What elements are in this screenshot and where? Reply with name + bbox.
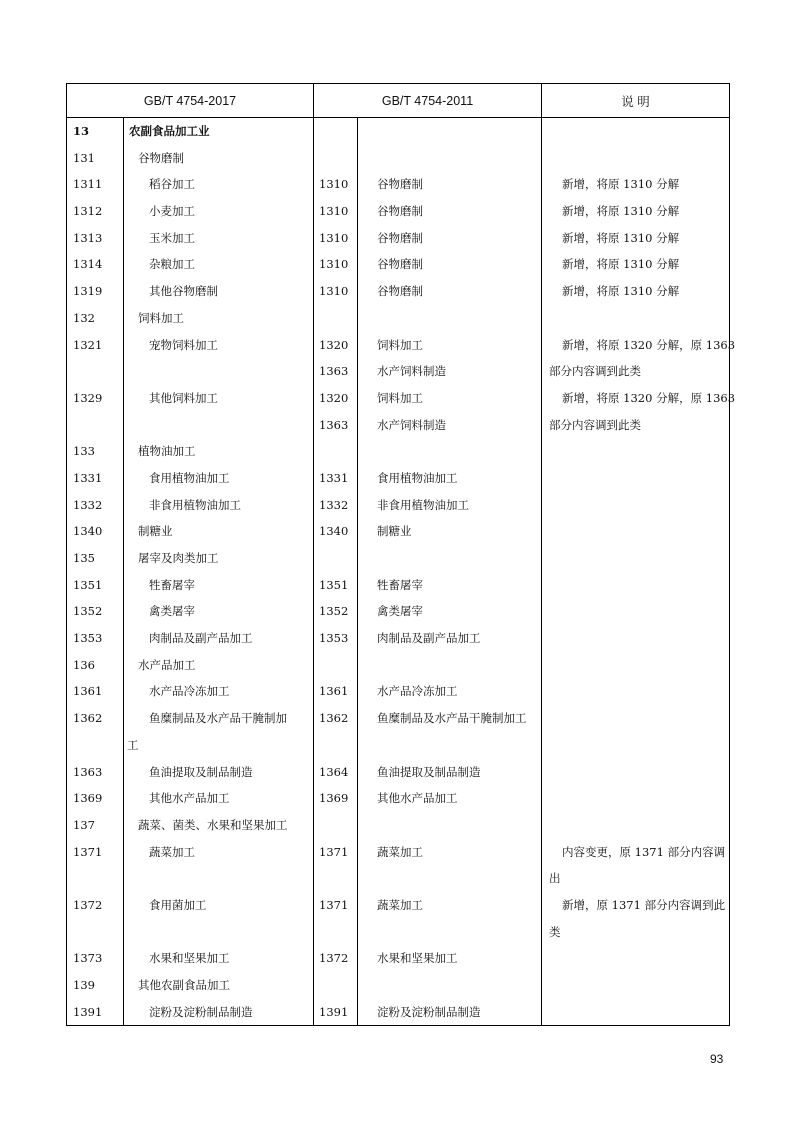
code-2017: 13: [73, 124, 90, 138]
name-2011: [358, 118, 541, 145]
name-2017: 稻谷加工: [149, 177, 195, 192]
column-codes-2011: [314, 118, 358, 1026]
name-2011: 鱼糜制品及水产品干腌制加工: [377, 711, 527, 726]
name-2011: [358, 145, 541, 172]
note: [542, 678, 729, 705]
code-2017: 1311: [73, 177, 103, 192]
note: 新增，将原 1310 分解: [562, 257, 680, 272]
code-2011: 1310: [319, 257, 349, 272]
name-2011: [358, 732, 541, 759]
note: [542, 945, 729, 972]
code-2011: 1320: [319, 390, 349, 405]
name-2017: 其他谷物磨制: [149, 284, 218, 299]
code-2017: 1363: [73, 764, 103, 779]
name-2017: 水产品冷冻加工: [149, 684, 230, 699]
code-2017: [67, 732, 123, 759]
note-continuation: 出: [549, 871, 561, 886]
name-2011: [358, 545, 541, 572]
name-2011: 谷物磨制: [377, 284, 424, 299]
code-2017: 1312: [73, 204, 103, 219]
note: [542, 598, 729, 625]
name-2011: 制糖业: [377, 524, 412, 539]
name-2017: 蔬菜加工: [149, 844, 195, 859]
name-2017: [124, 358, 313, 385]
code-2017: [67, 865, 123, 892]
name-2011: 非食用植物油加工: [377, 497, 470, 512]
code-2017: [67, 358, 123, 385]
code-2011: 1310: [319, 230, 349, 245]
code-2017: 1353: [73, 631, 103, 646]
note: 新增，将原 1310 分解: [562, 230, 680, 245]
name-2011: [358, 652, 541, 679]
code-2011: [314, 732, 357, 759]
note: [542, 572, 729, 599]
note: [542, 759, 729, 786]
column-codes-2017: [67, 118, 124, 1026]
name-2017: 淀粉及淀粉制品制造: [149, 1004, 253, 1019]
name-2017: 非食用植物油加工: [149, 497, 241, 512]
name-2017: [124, 865, 313, 892]
name-2017: 制糖业: [138, 524, 173, 539]
name-2017: 玉米加工: [149, 230, 195, 245]
table-header-row: [67, 84, 730, 118]
code-2017: 1331: [73, 470, 103, 485]
name-2017: 杂粮加工: [149, 257, 195, 272]
name-2017: 屠宰及肉类加工: [138, 551, 219, 565]
code-2011: [314, 118, 357, 145]
code-2011: 1353: [319, 631, 349, 646]
name-2011: [358, 438, 541, 465]
classification-comparison-table: [66, 83, 736, 1026]
note: [542, 438, 729, 465]
note: [542, 705, 729, 732]
code-2011: 1363: [319, 417, 349, 432]
code-2011: 1310: [319, 284, 349, 299]
name-2017: 水产品加工: [138, 657, 196, 672]
code-2011: 1340: [319, 524, 349, 539]
name-2017: 植物油加工: [138, 444, 196, 459]
name-2011: 水产品冷冻加工: [377, 684, 458, 699]
name-2017: 宠物饲料加工: [149, 337, 218, 352]
name-2017: 其他农副食品加工: [138, 978, 230, 992]
name-2017: 饲料加工: [138, 310, 184, 325]
note: [542, 145, 729, 172]
code-2017: 1362: [73, 711, 103, 726]
code-2017: 1321: [73, 337, 103, 352]
code-2017: 1371: [73, 844, 103, 859]
code-2011: [314, 305, 357, 332]
note: 新增，将原 1310 分解: [562, 204, 680, 219]
note: [542, 518, 729, 545]
name-2017: 食用植物油加工: [149, 470, 230, 485]
note: [542, 999, 729, 1026]
name-2011: [358, 812, 541, 839]
code-2011: 1391: [319, 1004, 349, 1019]
name-2011: 淀粉及淀粉制品制造: [377, 1004, 481, 1019]
code-2017: 1313: [73, 230, 103, 245]
note: 内容变更，原 1371 部分内容调: [562, 844, 726, 859]
code-2011: 1372: [319, 951, 349, 966]
name-2011: 谷物磨制: [377, 230, 424, 245]
name-2011: [358, 972, 541, 999]
code-2017: 1361: [73, 684, 103, 699]
code-2011: 1351: [319, 577, 349, 592]
header-notes: 说 明: [542, 84, 730, 118]
name-2017-continuation: 工: [127, 737, 139, 752]
code-2017: 1369: [73, 791, 103, 806]
code-2017: 1351: [73, 577, 103, 592]
name-2011: [358, 865, 541, 892]
code-2011: 1371: [319, 897, 349, 912]
note: [542, 625, 729, 652]
note-continuation: 类: [549, 924, 561, 939]
note: 新增，原 1371 部分内容调到此: [562, 897, 726, 912]
code-2011: [314, 865, 357, 892]
code-2011: [314, 812, 357, 839]
table-body-row: [67, 118, 730, 1026]
code-2011: 1361: [319, 684, 349, 699]
code-2017: 1329: [73, 390, 103, 405]
code-2017: [67, 412, 123, 439]
code-2011: 1310: [319, 204, 349, 219]
header-gbt-2017: GB/T 4754-2017: [67, 84, 314, 118]
note: [542, 492, 729, 519]
code-2011: 1310: [319, 177, 349, 192]
note: 新增，将原 1310 分解: [562, 284, 680, 299]
code-2017: 1372: [73, 897, 103, 912]
name-2011: 牲畜屠宰: [377, 577, 424, 592]
code-2017: 135: [73, 551, 95, 565]
code-2017: 139: [73, 978, 95, 992]
name-2017: 谷物磨制: [138, 150, 184, 165]
name-2011: 其他水产品加工: [377, 791, 458, 806]
name-2011: [358, 305, 541, 332]
code-2017: 1319: [73, 284, 103, 299]
code-2017: 1391: [73, 1004, 103, 1019]
note: [542, 652, 729, 679]
header-gbt-2011: GB/T 4754-2011: [314, 84, 542, 118]
note: 新增，将原 1310 分解: [562, 177, 680, 192]
code-2011: [314, 972, 357, 999]
code-2011: 1332: [319, 497, 349, 512]
code-2017: 133: [73, 444, 95, 459]
code-2011: 1371: [319, 844, 349, 859]
note: [542, 972, 729, 999]
name-2017: 鱼油提取及制品制造: [149, 764, 253, 779]
code-2011: [314, 545, 357, 572]
code-2017: 1314: [73, 257, 103, 272]
note: [542, 118, 729, 145]
name-2017: 食用菌加工: [149, 897, 207, 912]
code-2017: 1340: [73, 524, 103, 539]
note: 新增，将原 1320 分解，原 1363: [562, 337, 736, 352]
note: 新增，将原 1320 分解，原 1363: [562, 390, 736, 405]
name-2011: 谷物磨制: [377, 204, 424, 219]
name-2011: 水果和坚果加工: [377, 951, 458, 966]
code-2011: 1363: [319, 364, 349, 379]
name-2011: [358, 919, 541, 946]
code-2017: 1373: [73, 951, 103, 966]
page-number: 93: [710, 1052, 724, 1066]
name-2011: 水产饲料制造: [377, 417, 447, 432]
note: [542, 785, 729, 812]
note-continuation: 部分内容调到此类: [549, 417, 642, 432]
code-2011: 1320: [319, 337, 349, 352]
code-2017: 131: [73, 150, 95, 165]
name-2017: 其他水产品加工: [149, 791, 230, 806]
note: [542, 465, 729, 492]
name-2011: 饲料加工: [377, 337, 424, 352]
name-2017: 小麦加工: [149, 204, 195, 219]
name-2011: 谷物磨制: [377, 177, 424, 192]
code-2011: 1352: [319, 604, 349, 619]
note: [542, 732, 729, 759]
name-2017: 蔬菜、菌类、水果和坚果加工: [138, 817, 288, 832]
name-2017: 肉制品及副产品加工: [149, 631, 253, 646]
note: [542, 545, 729, 572]
name-2017: [124, 919, 313, 946]
name-2017: 农副食品加工业: [129, 124, 210, 138]
note: [542, 305, 729, 332]
name-2017: 鱼糜制品及水产品干腌制加: [149, 711, 287, 726]
code-2011: 1362: [319, 711, 349, 726]
name-2017: 禽类屠宰: [149, 604, 195, 619]
code-2011: [314, 145, 357, 172]
code-2017: [67, 919, 123, 946]
column-notes: [542, 118, 736, 1026]
name-2011: 禽类屠宰: [377, 604, 424, 619]
note-continuation: 部分内容调到此类: [549, 364, 642, 379]
name-2011: 肉制品及副产品加工: [377, 631, 481, 646]
name-2011: 蔬菜加工: [377, 844, 424, 859]
code-2017: 136: [73, 657, 95, 672]
code-2017: 1332: [73, 497, 103, 512]
name-2011: 鱼油提取及制品制造: [377, 764, 481, 779]
code-2011: [314, 652, 357, 679]
code-2011: 1364: [319, 764, 349, 779]
code-2011: 1369: [319, 791, 349, 806]
name-2017: 水果和坚果加工: [149, 951, 230, 966]
name-2011: 食用植物油加工: [377, 470, 458, 485]
name-2011: 蔬菜加工: [377, 897, 424, 912]
column-names-2017: [124, 118, 314, 1026]
code-2017: 137: [73, 817, 95, 832]
name-2017: [124, 412, 313, 439]
column-names-2011: [358, 118, 542, 1026]
code-2011: [314, 919, 357, 946]
code-2017: 132: [73, 310, 95, 325]
name-2011: 饲料加工: [377, 390, 424, 405]
code-2017: 1352: [73, 604, 103, 619]
name-2011: 谷物磨制: [377, 257, 424, 272]
name-2017: 其他饲料加工: [149, 390, 218, 405]
code-2011: [314, 438, 357, 465]
code-2011: 1331: [319, 470, 349, 485]
name-2011: 水产饲料制造: [377, 364, 447, 379]
name-2017: 牲畜屠宰: [149, 577, 195, 592]
note: [542, 812, 729, 839]
